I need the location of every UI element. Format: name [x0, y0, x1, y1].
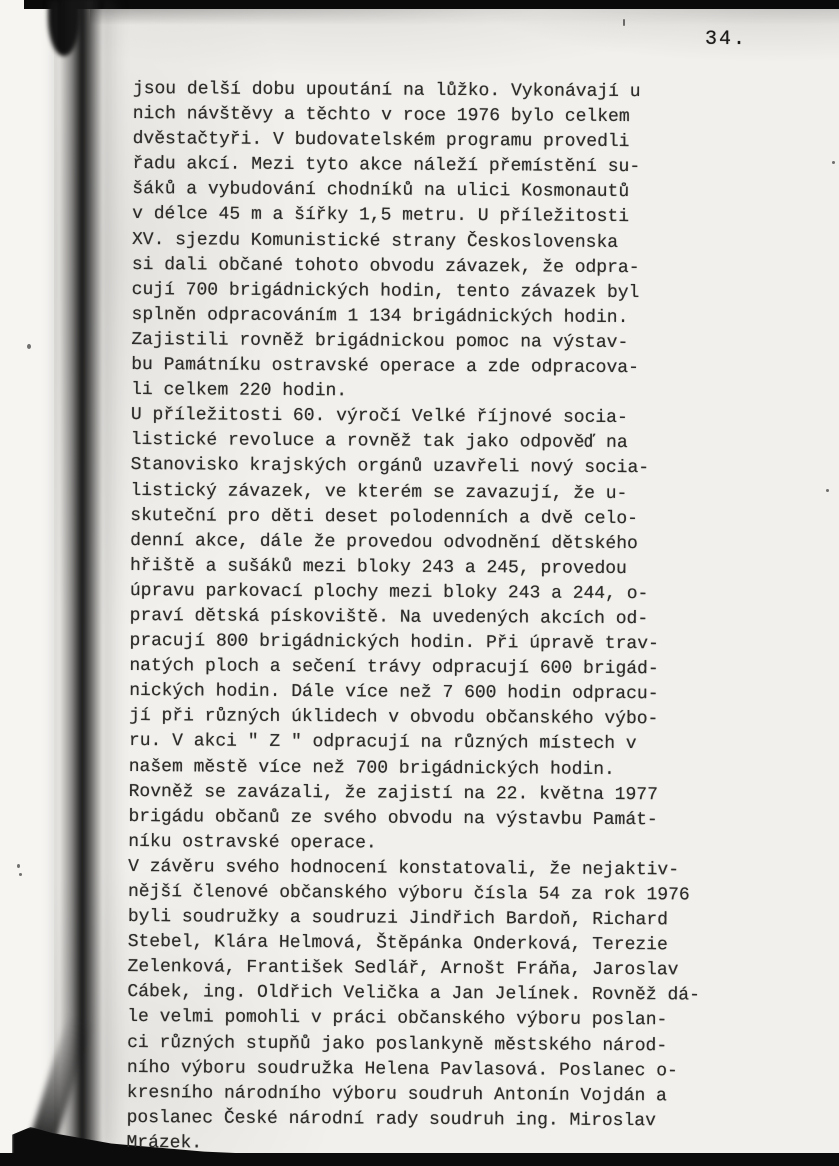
scan-speck: [17, 864, 20, 868]
scan-left-margin: [0, 0, 54, 1166]
scan-speck: [27, 344, 31, 349]
typewritten-body-text: jsou delší dobu upoutání na lůžko. Vykonávají u nich návštěvy a těchto v roce 1976 bylo celkem dvěstačtyři. V budovatelském programu provedli řadu akcí. Mezi tyto akce náleží přemístění su- šáků a vybudování chodníků na ulici Kosmonautů v délce 45 m a šířky 1,5 metru. U příležitosti XV. sjezdu Komunistické strany Československa si dali občané tohoto obvodu závazek, že odpra- cují 700 brigádnických hodin, tento závazek byl splněn odpracováním 1 134 brigádnických hodin. Zajistili rovněž brigádnickou pomoc na výstav- bu Památníku ostravské operace a zde odpracova- li celkem 220 hodin. U příležitosti 60. výročí Velké říjnové socia- listické revoluce a rovněž tak jako odpověď na Stanovisko krajských orgánů uzavřeli nový socia- listický závazek, ve kterém se zavazují, že u- skuteční pro děti deset polodenních a dvě celo- denní akce, dále že provedou odvodnění dětského hřiště a sušáků mezi bloky 243 a 245, provedou úpravu parkovací plochy mezi bloky 243 a 244, o- praví dětská pískoviště. Na uvedených akcích od- pracují 800 brigádnických hodin. Při úpravě trav- natých ploch a sečení trávy odpracují 600 brigád- nických hodin. Dále více než 7 600 hodin odpracu- jí při různých úklidech v obvodu občanského výbo- ru. V akci " Z " odpracují na různých místech v našem městě více než 700 brigádnických hodin. Rovněž se zavázali, že zajistí na 22. května 1977 brigádu občanů ze svého obvodu na výstavbu Památ- níku ostravské operace. V závěru svého hodnocení konstatovali, že nejaktiv- nější členové občanského výboru čísla 54 za rok 1976 byli soudružky a soudruzi Jindřich Bardoň, Richard Stebel, Klára Helmová, Štěpánka Onderková, Terezie Zelenková, František Sedlář, Arnošt Fráňa, Jaroslav Cábek, ing. Oldřich Velička a Jan Jelínek. Rovněž dá- le velmi pomohli v práci občanského výboru poslan- ci různých stupňů jako poslankyně městského národ- ního výboru soudružka Helena Pavlasová. Poslanec o- kresního národního výboru soudruh Antonín Vojdán a poslanec České národní rady soudruh ing. Miroslav Mrázek.: [126, 78, 700, 1154]
scan-artifact-top-edge: [24, 0, 839, 9]
scan-speck: [832, 161, 835, 164]
binding-shadow: [58, 0, 104, 1150]
scan-artifact-top-shadow: [90, 9, 839, 25]
scan-speck: [826, 489, 829, 492]
page-number: 34.: [705, 28, 748, 51]
scan-speck: [19, 873, 22, 876]
scan-speck: [623, 19, 625, 26]
